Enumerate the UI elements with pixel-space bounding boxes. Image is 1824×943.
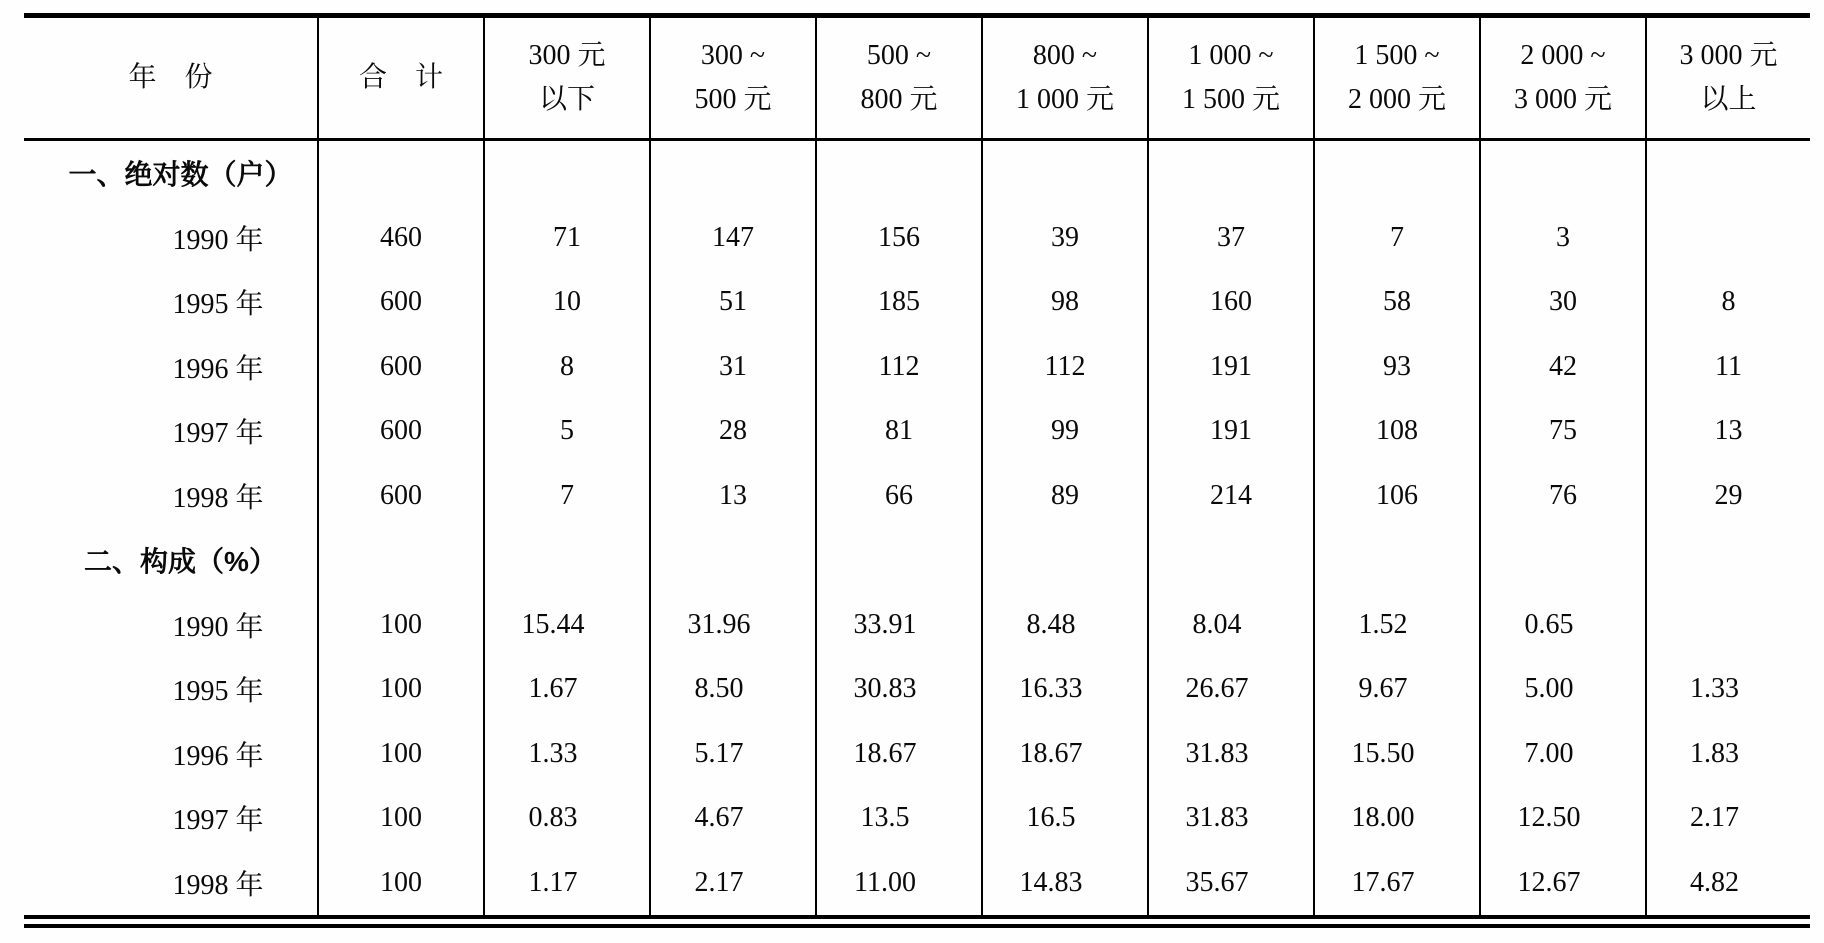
total-value-cell: 100 <box>318 851 484 922</box>
value-cell: 112 <box>816 335 982 400</box>
table-header <box>24 16 1810 140</box>
value-cell: 16.33 <box>982 657 1148 722</box>
value-cell: 18.67 <box>982 722 1148 787</box>
value-cell: 5.17 <box>650 722 816 787</box>
range-line1: 3 000 元 <box>1679 40 1778 71</box>
value-cell: 8.50 <box>650 657 816 722</box>
empty-cell <box>1480 528 1646 593</box>
empty-cell <box>1646 528 1810 593</box>
year-cell: 1996 年 <box>24 722 318 787</box>
total-value-cell: 100 <box>318 593 484 658</box>
range-line2: 800 元 <box>860 84 938 115</box>
value-cell: 99 <box>982 399 1148 464</box>
value-cell: 191 <box>1148 335 1314 400</box>
value-cell: 8.48 <box>982 593 1148 658</box>
value-cell: 13 <box>650 464 816 529</box>
column-header-range <box>982 16 1148 140</box>
value-cell: 33.91 <box>816 593 982 658</box>
value-cell: 0.65 <box>1480 593 1646 658</box>
value-cell: 16.5 <box>982 786 1148 851</box>
value-cell: 98 <box>982 270 1148 335</box>
total-value-cell: 460 <box>318 206 484 271</box>
value-cell: 26.67 <box>1148 657 1314 722</box>
value-cell: 112 <box>982 335 1148 400</box>
value-cell: 1.67 <box>484 657 650 722</box>
value-cell: 35.67 <box>1148 851 1314 922</box>
value-cell: 7 <box>1314 206 1480 271</box>
empty-cell <box>982 528 1148 593</box>
value-cell: 1.33 <box>1646 657 1810 722</box>
range-line1: 1 000 ~ <box>1188 40 1274 71</box>
value-cell: 1.17 <box>484 851 650 922</box>
year-cell: 1990 年 <box>24 593 318 658</box>
value-cell: 18.00 <box>1314 786 1480 851</box>
column-header-total: 合 计 <box>318 16 484 140</box>
value-cell: 31.96 <box>650 593 816 658</box>
value-cell: 31.83 <box>1148 786 1314 851</box>
empty-cell <box>1314 528 1480 593</box>
value-cell: 2.17 <box>650 851 816 922</box>
value-cell: 7.00 <box>1480 722 1646 787</box>
value-cell: 51 <box>650 270 816 335</box>
range-line2: 1 500 元 <box>1181 84 1280 115</box>
value-cell <box>1646 206 1810 271</box>
value-cell: 66 <box>816 464 982 529</box>
value-cell: 108 <box>1314 399 1480 464</box>
year-cell: 1995 年 <box>24 270 318 335</box>
total-value-cell: 100 <box>318 657 484 722</box>
value-cell: 15.44 <box>484 593 650 658</box>
value-cell: 4.67 <box>650 786 816 851</box>
column-header-range <box>650 16 816 140</box>
value-cell: 71 <box>484 206 650 271</box>
value-cell <box>1646 593 1810 658</box>
empty-cell <box>318 140 484 206</box>
header-row <box>24 16 1810 140</box>
total-value-cell: 100 <box>318 786 484 851</box>
value-cell: 58 <box>1314 270 1480 335</box>
table-row <box>24 270 1810 335</box>
table-row <box>24 206 1810 271</box>
column-header-range <box>816 16 982 140</box>
value-cell: 1.83 <box>1646 722 1810 787</box>
year-cell: 1990 年 <box>24 206 318 271</box>
value-cell: 89 <box>982 464 1148 529</box>
range-line1: 300 ~ <box>700 40 766 71</box>
range-line2: 1 000 元 <box>1015 84 1114 115</box>
table-row <box>24 399 1810 464</box>
year-cell: 1998 年 <box>24 851 318 922</box>
value-cell: 13 <box>1646 399 1810 464</box>
year-cell: 1998 年 <box>24 464 318 529</box>
value-cell: 7 <box>484 464 650 529</box>
table-row <box>24 851 1810 922</box>
value-cell: 11 <box>1646 335 1810 400</box>
value-cell: 30.83 <box>816 657 982 722</box>
total-value-cell: 600 <box>318 464 484 529</box>
column-header-range <box>1148 16 1314 140</box>
value-cell: 2.17 <box>1646 786 1810 851</box>
value-cell: 1.33 <box>484 722 650 787</box>
range-line2: 500 元 <box>694 84 772 115</box>
value-cell: 5.00 <box>1480 657 1646 722</box>
value-cell: 214 <box>1148 464 1314 529</box>
value-cell: 93 <box>1314 335 1480 400</box>
empty-cell <box>816 528 982 593</box>
value-cell: 42 <box>1480 335 1646 400</box>
value-cell: 15.50 <box>1314 722 1480 787</box>
empty-cell <box>650 528 816 593</box>
value-cell: 75 <box>1480 399 1646 464</box>
empty-cell <box>1646 140 1810 206</box>
range-line2: 以上 <box>1700 84 1757 115</box>
value-cell: 11.00 <box>816 851 982 922</box>
range-line2: 以下 <box>538 84 595 115</box>
range-line1: 300 元 <box>528 40 606 71</box>
value-cell: 29 <box>1646 464 1810 529</box>
value-cell: 147 <box>650 206 816 271</box>
total-value-cell: 100 <box>318 722 484 787</box>
range-line1: 1 500 ~ <box>1354 40 1440 71</box>
year-cell: 1997 年 <box>24 786 318 851</box>
value-cell: 5 <box>484 399 650 464</box>
column-header-range <box>1314 16 1480 140</box>
empty-cell <box>1148 140 1314 206</box>
value-cell: 1.52 <box>1314 593 1480 658</box>
empty-cell <box>650 140 816 206</box>
table-row <box>24 722 1810 787</box>
column-header-range <box>1646 16 1810 140</box>
value-cell: 8 <box>484 335 650 400</box>
value-cell: 13.5 <box>816 786 982 851</box>
value-cell: 81 <box>816 399 982 464</box>
value-cell: 4.82 <box>1646 851 1810 922</box>
empty-cell <box>484 528 650 593</box>
section-title: 一、绝对数（户） <box>24 140 318 206</box>
value-cell: 14.83 <box>982 851 1148 922</box>
value-cell: 8.04 <box>1148 593 1314 658</box>
empty-cell <box>1480 140 1646 206</box>
section-title: 二、构成（%） <box>24 528 318 593</box>
column-header-year: 年 份 <box>24 16 318 140</box>
range-line2: 2 000 元 <box>1347 84 1446 115</box>
column-header-range <box>1480 16 1646 140</box>
value-cell: 156 <box>816 206 982 271</box>
value-cell: 191 <box>1148 399 1314 464</box>
year-cell: 1997 年 <box>24 399 318 464</box>
empty-cell <box>318 528 484 593</box>
range-line1: 500 ~ <box>866 40 932 71</box>
value-cell: 76 <box>1480 464 1646 529</box>
value-cell: 37 <box>1148 206 1314 271</box>
range-line1: 2 000 ~ <box>1520 40 1606 71</box>
range-line1: 800 ~ <box>1032 40 1098 71</box>
value-cell: 12.50 <box>1480 786 1646 851</box>
section-title-row <box>24 140 1810 206</box>
year-cell: 1996 年 <box>24 335 318 400</box>
section-title-row <box>24 528 1810 593</box>
value-cell: 160 <box>1148 270 1314 335</box>
value-cell: 31.83 <box>1148 722 1314 787</box>
empty-cell <box>484 140 650 206</box>
table-row <box>24 657 1810 722</box>
value-cell: 9.67 <box>1314 657 1480 722</box>
table-row <box>24 464 1810 529</box>
table-row <box>24 593 1810 658</box>
total-value-cell: 600 <box>318 335 484 400</box>
empty-cell <box>816 140 982 206</box>
value-cell: 3 <box>1480 206 1646 271</box>
table-row <box>24 335 1810 400</box>
value-cell: 12.67 <box>1480 851 1646 922</box>
value-cell: 18.67 <box>816 722 982 787</box>
value-cell: 30 <box>1480 270 1646 335</box>
table-row <box>24 786 1810 851</box>
year-cell: 1995 年 <box>24 657 318 722</box>
column-header-range <box>484 16 650 140</box>
range-line2: 3 000 元 <box>1513 84 1612 115</box>
value-cell: 185 <box>816 270 982 335</box>
empty-cell <box>982 140 1148 206</box>
value-cell: 28 <box>650 399 816 464</box>
total-value-cell: 600 <box>318 270 484 335</box>
total-value-cell: 600 <box>318 399 484 464</box>
income-distribution-table <box>24 13 1810 928</box>
value-cell: 17.67 <box>1314 851 1480 922</box>
empty-cell <box>1314 140 1480 206</box>
value-cell: 8 <box>1646 270 1810 335</box>
value-cell: 31 <box>650 335 816 400</box>
empty-cell <box>1148 528 1314 593</box>
value-cell: 10 <box>484 270 650 335</box>
value-cell: 106 <box>1314 464 1480 529</box>
value-cell: 0.83 <box>484 786 650 851</box>
table-body <box>24 140 1810 922</box>
value-cell: 39 <box>982 206 1148 271</box>
